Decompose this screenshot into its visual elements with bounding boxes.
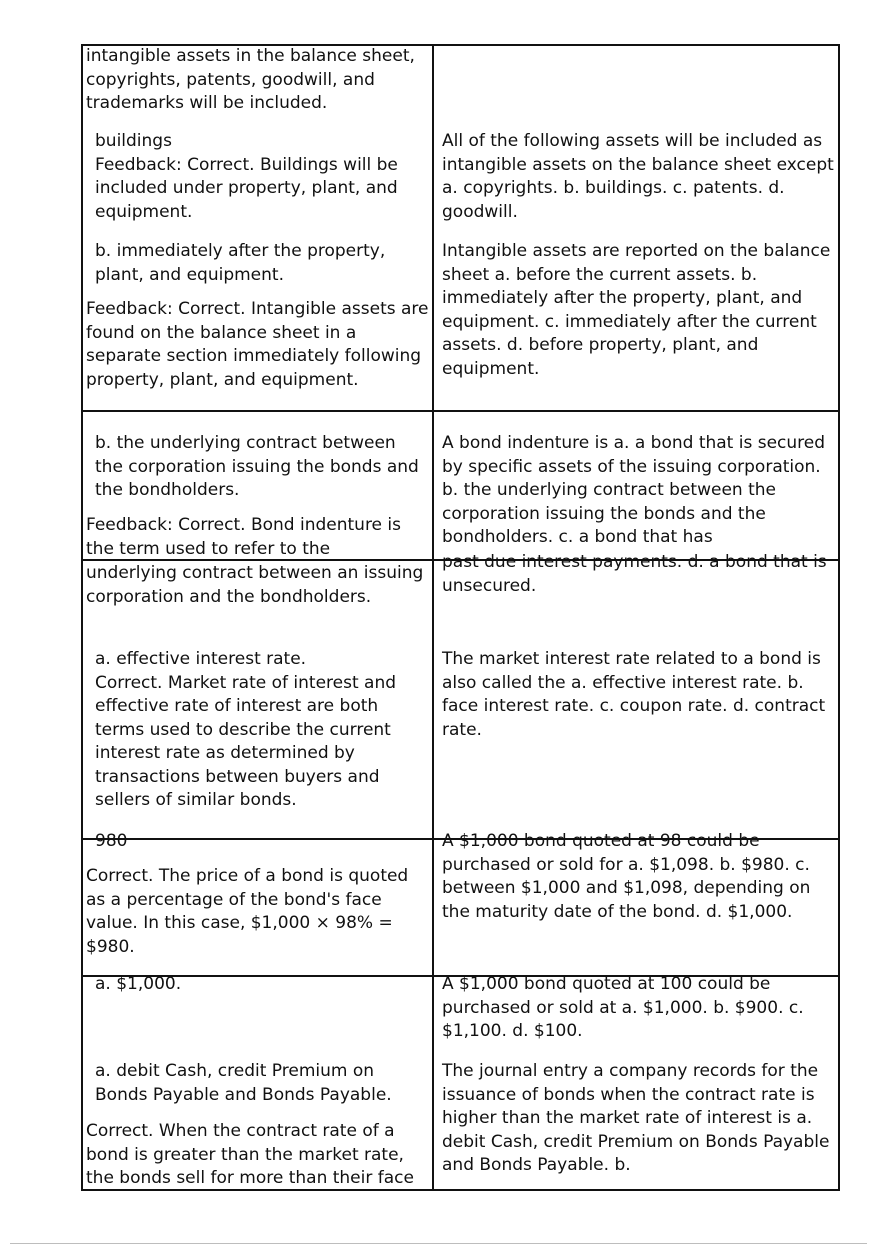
answer-text: 980 [95, 831, 128, 851]
question-text: The market interest rate related to a bond is also called the a. effective interest rate. b. face interest rate. c. coupon rate. d. contract rate. [442, 649, 826, 740]
row-divider [81, 410, 840, 412]
answer-text: a. $1,000. [95, 974, 182, 994]
column-divider [432, 44, 434, 1191]
feedback-text: underlying contract between an issuing corporation and the bondholders. [86, 563, 424, 607]
feedback-text: Feedback: Correct. Intangible assets are found on the balance sheet in a separate section immediately following property, plant, and equipment. [86, 299, 429, 390]
question-text: Intangible assets are reported on the balance sheet a. before the current assets. b. immediately after the property, plant, and equipment. c. immediately after the current assets. d. before property, plant, and equipment. [442, 241, 831, 379]
answer-text: buildings Feedback: Correct. Buildings will be included under property, plant, and equipment. [95, 131, 398, 222]
question-text: A bond indenture is a. a bond that is secured by specific assets of the issuing corporation. b. the underlying contract between the corporation issuing the bonds and the bondholders. c. a bond that has [442, 433, 826, 547]
question-text: All of the following assets will be included as intangible assets on the balance sheet except a. copyrights. b. buildings. c. patents. d. goodwill. [442, 131, 834, 222]
answer-text: a. effective interest rate. Correct. Market rate of interest and effective rate of interest are both terms used to describe the current interest rate as determined by transactions between buyers and sellers of similar bonds. [95, 649, 397, 810]
feedback-text: Correct. When the contract rate of a bond is greater than the market rate, the bonds sell for more than their face [86, 1121, 414, 1188]
question-text: past due interest payments. d. a bond that is unsecured. [442, 552, 827, 596]
question-text: A $1,000 bond quoted at 98 could be purchased or sold for a. $1,098. b. $980. c. between $1,000 and $1,098, depending on the maturity date of the bond. d. $1,000. [442, 831, 811, 922]
question-text: The journal entry a company records for the issuance of bonds when the contract rate is higher than the market rate of interest is a. debit Cash, credit Premium on Bonds Payable and Bonds Payable. b. [442, 1061, 830, 1175]
feedback-text: Correct. The price of a bond is quoted as a percentage of the bond's face value. In this case, $1,000 × 98% = $980. [86, 866, 409, 957]
question-text: A $1,000 bond quoted at 100 could be purchased or sold at a. $1,000. b. $900. c. $1,100. d. $100. [442, 974, 804, 1041]
answer-text: a. debit Cash, credit Premium on Bonds Payable and Bonds Payable. [95, 1061, 392, 1105]
feedback-text: Feedback: Correct. Bond indenture is the term used to refer to the [86, 515, 401, 559]
answer-text: b. the underlying contract between the corporation issuing the bonds and the bondholders. [95, 433, 419, 500]
page-footer-rule [10, 1243, 867, 1244]
answer-text: intangible assets in the balance sheet, copyrights, patents, goodwill, and trademarks will be included. [86, 46, 415, 113]
answer-text: b. immediately after the property, plant, and equipment. [95, 241, 386, 285]
